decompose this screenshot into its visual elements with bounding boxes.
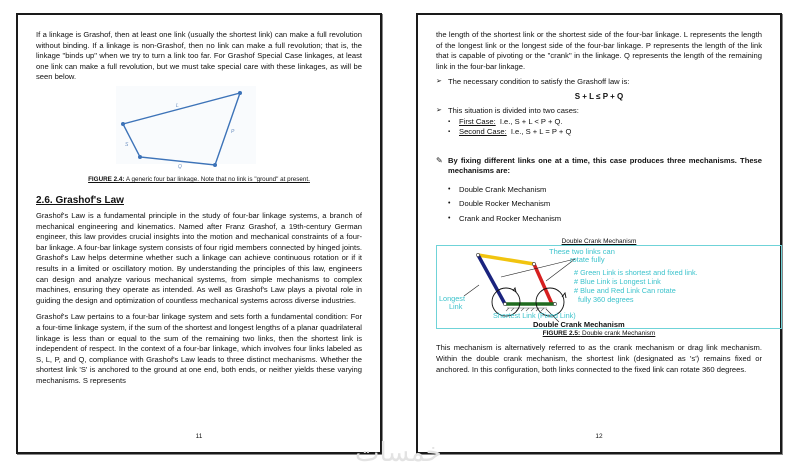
intro-paragraph: If a linkage is Grashof, then at least one link (usually the shortest link) can make a full revolution without binding. If a linkage is non-Grashof, then no link can make a full revolution; that is, the linkage "binds up" when we try to turn a link too far. For Grashof Special Case linkages, at least one link can make a full revolution, but we must take special care with these linkages, as will be seen below. [36, 30, 362, 82]
dot-bullet-icon: • [448, 200, 451, 208]
figure-2-5-caption: FIGURE 2.5: Double crank Mechanism [542, 330, 656, 338]
svg-text:Shortest Link (Fixed Link): Shortest Link (Fixed Link) [493, 311, 576, 321]
svg-text:P: P [231, 128, 235, 135]
svg-text:rotate fully: rotate fully [570, 255, 605, 265]
figure-2-4-caption: FIGURE 2.4: A generic four bar linkage. Note that no link is "ground" at present. [88, 175, 310, 183]
case-item: ▪ First Case: I.e., S + L < P + Q. [448, 116, 563, 126]
cases-intro-item: ➢ This situation is divided into two cases: [436, 105, 579, 115]
svg-text:Longest: Longest [439, 294, 465, 304]
square-bullet-icon: ▪ [448, 118, 451, 125]
mechanism-item: • Double Crank Mechanism [448, 183, 762, 198]
arrow-bullet-icon: ➢ [436, 106, 442, 114]
double-crank-paragraph: This mechanism is alternatively referred to as the crank mechanism or drag link mechanism. Within the double crank mechanism, the shortest link (designated as 's') remains fixed or anchored. In this configuration, both links connected to the fixed link can rotate 360 degrees. [436, 343, 762, 374]
section-title: 2.6. Grashof's Law [36, 194, 124, 206]
condition-intro-item: ➢ The necessary condition to satisfy the Grashoff law is: [436, 77, 630, 87]
svg-text:These two links can: These two links can [549, 247, 615, 257]
svg-text:Link: Link [449, 302, 463, 312]
page-number: 12 [595, 433, 603, 440]
svg-text:L: L [176, 102, 179, 109]
svg-text:Double Crank Mechanism: Double Crank Mechanism [533, 320, 625, 330]
page-number: 11 [195, 433, 203, 440]
cases-list [448, 117, 762, 138]
four-bar-linkage-diagram [116, 86, 306, 174]
page-11 [16, 13, 382, 454]
page-11-content [36, 30, 362, 386]
double-crank-diagram [437, 246, 783, 330]
mechanisms-list [448, 183, 762, 227]
link-definitions-paragraph: the length of the shortest link or the shortest side of the four-bar linkage. L represents the length of the longest link or the longest side of the four-bar linkage. P represents the length of the link that is capable of pivoting or the "crank" in the linkage. Q represents the length of the remaining link in the four-bar linkage. [436, 30, 762, 71]
mechanism-item: • Double Rocker Mechanism [448, 197, 762, 212]
page-12-content [436, 30, 762, 375]
grashof-law-paragraph-1: Grashof's Law is a fundamental principle in the study of four-bar linkage systems, a branch of mechanical engineering and kinematics. Named after Franz Grashof, a 19th-century German engineer, this law provides crucial insights into the motion and mechanical constraints of a four-bar linkage. A four-bar linkage system consists of four rigid members connected by hinged joints. Grashof's Law helps determine whether such a linkage can achieve continuous rotation or if it results in a limited or oscillatory motion. By understanding the principles of this law, engineers can design and analyze various mechanical systems, from simple mechanisms to complex machines, ensuring they operate as intended. As well as Grashof's Law plays a pivotal role in guiding the design and optimization of countless mechanical systems across diverse industries. [36, 210, 362, 305]
four-bar-linkage-figure [36, 86, 362, 174]
svg-text:# Blue and Red Link Can rotate: # Blue and Red Link Can rotate [574, 286, 676, 296]
pencil-bullet-icon: ✎ [436, 155, 443, 165]
svg-text:Q: Q [178, 163, 182, 170]
svg-text:# Blue Link is Longest Link: # Blue Link is Longest Link [574, 277, 661, 287]
fixing-links-item: ✎ By fixing different links one at a time, this case produces three mechanisms. These mechanisms are: [436, 155, 762, 176]
figure-2-5-title: Double Crank Mechanism [561, 238, 637, 246]
dot-bullet-icon: • [448, 185, 451, 193]
svg-text:S: S [125, 141, 129, 148]
page-12 [416, 13, 782, 454]
case-item: ▪ Second Case: I.e., S + L = P + Q [448, 127, 572, 137]
watermark: خمسات [355, 438, 442, 468]
double-crank-figure [436, 245, 782, 329]
square-bullet-icon: ▪ [448, 129, 451, 136]
grashof-formula: S + L ≤ P + Q [574, 91, 624, 101]
svg-text:# Green Link is shortest and f: # Green Link is shortest and fixed link. [574, 268, 698, 278]
grashof-law-paragraph-2: Grashof's Law pertains to a four-bar linkage system and sets forth a fundamental condition: For a four-time linkage system, if the sum of the shortest and longest lengths of a planar quadrilateral linkage is less than or equal to the sum of the remaining two links, then the shortest link is independent of respect. In the context of a four-bar linkage, which involves four links labeled as S, L, P, and Q, compliance with Grashof's Law leads to three distinct mechanisms. Whether the shortest link 'S' is anchored to the ground at one end, both ends, or neither yields these varying mechanisms. S represents [36, 312, 362, 385]
svg-text:fully 360 degrees: fully 360 degrees [578, 295, 634, 305]
dot-bullet-icon: • [448, 214, 451, 222]
mechanism-item: • Crank and Rocker Mechanism [448, 212, 762, 227]
arrow-bullet-icon: ➢ [436, 78, 442, 86]
